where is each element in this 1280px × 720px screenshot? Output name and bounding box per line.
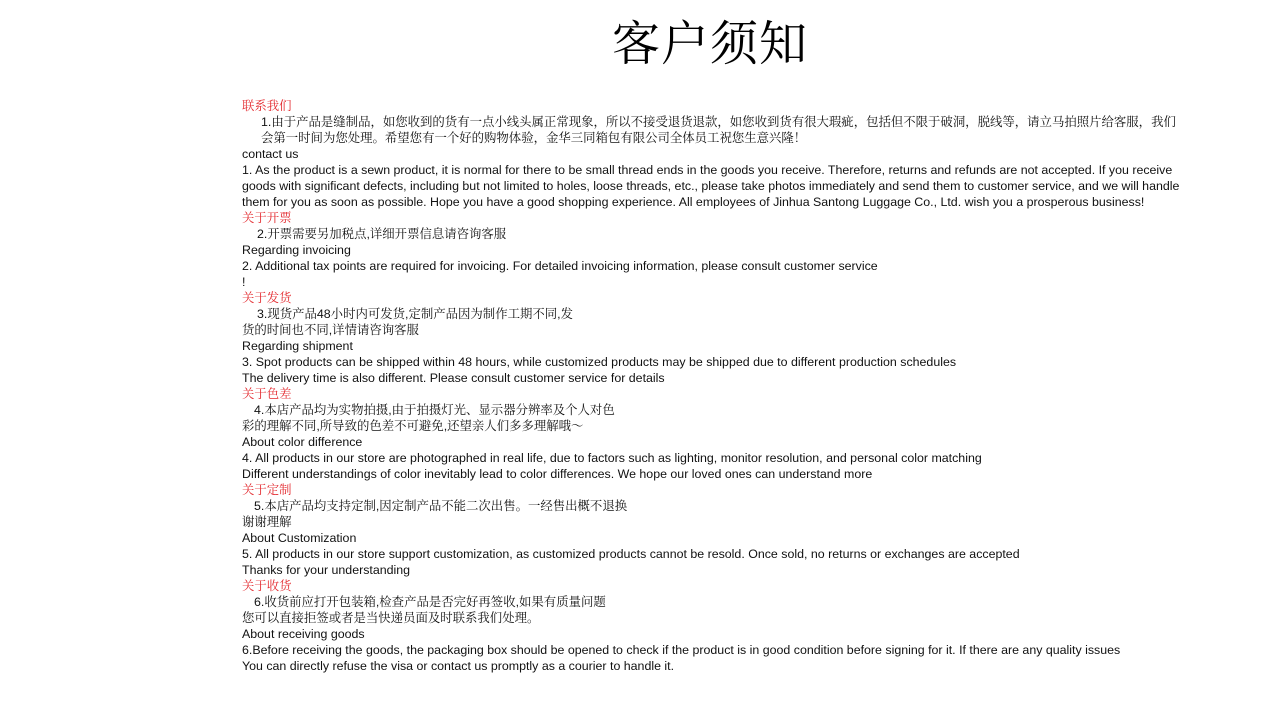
notice-line-cn: 货的时间也不同,详情请咨询客服 [242, 323, 419, 337]
section-heading-shipment: 关于发货 [242, 291, 292, 305]
notice-line-cn: 5.本店产品均支持定制,因定制产品不能二次出售。一经售出概不退换 [254, 499, 628, 513]
notice-line-en: ! [242, 275, 246, 289]
section-heading-customization: 关于定制 [242, 483, 292, 497]
notice-line-en: The delivery time is also different. Please consult customer service for details [242, 371, 665, 385]
notice-line-en-title: About color difference [242, 435, 363, 449]
notice-line-en: Thanks for your understanding [242, 563, 411, 577]
notice-line-en-title: Regarding invoicing [242, 243, 351, 257]
notice-line-en: 3. Spot products can be shipped within 48 hours, while customized products may be shipped due to different production schedules [242, 355, 957, 369]
notice-line-cn: 谢谢理解 [242, 515, 292, 529]
notice-line-en: 5. All products in our store support customization, as customized products cannot be resold. Once sold, no returns or exchanges are accepted [242, 547, 1020, 561]
notice-line-cn: 彩的理解不同,所导致的色差不可避免,还望亲人们多多理解哦～ [242, 419, 584, 433]
notice-line-en-title: About receiving goods [242, 627, 365, 641]
section-heading-receiving-goods: 关于收货 [242, 579, 292, 593]
notice-line-cn: 2.开票需要另加税点,详细开票信息请咨询客服 [257, 227, 507, 241]
notice-line-cn: 3.现货产品48小时内可发货,定制产品因为制作工期不同,发 [257, 307, 573, 321]
section-heading-contact-us: 联系我们 [242, 99, 292, 113]
notice-line-cn: 4.本店产品均为实物拍摄,由于拍摄灯光、显示器分辨率及个人对色 [254, 403, 615, 417]
notice-line-en-title: Regarding shipment [242, 339, 353, 353]
notice-line-en: Different understandings of color inevitably lead to color differences. We hope our loved ones can understand more [242, 467, 873, 481]
notice-line-cn: 您可以直接拒签或者是当快递员面及时联系我们处理。 [242, 611, 540, 625]
notice-line-cn: 6.收货前应打开包装箱,检查产品是否完好再签收,如果有质量问题 [254, 595, 606, 609]
notice-line-cn: 1.由于产品是缝制品，如您收到的货有一点小线头属正常现象，所以不接受退货退款，如您收到货有很大瑕疵，包括但不限于破洞，脱线等，请立马拍照片给客服，我们会第一时间为您处理。希望您有一个好的购物体验，金华三同箱包有限公司全体员工祝您生意兴隆！ [261, 115, 1176, 145]
notice-line-en-title: About Customization [242, 531, 357, 545]
section-heading-color-difference: 关于色差 [242, 387, 292, 401]
notice-line-en: 1. As the product is a sewn product, it is normal for there to be small thread ends in the goods you receive. Therefore, returns and refunds are not accepted. If you receive goods with significant defects, including but not limited to holes, loose threads, etc., please take photos immediately and send them to customer service, and we will handle them for you as soon as possible. Hope you have a good shopping experience. All employees of Jinhua Santong Luggage Co., Ltd. wish you a prosperous business! [242, 163, 1180, 209]
notice-line-en: You can directly refuse the visa or contact us promptly as a courier to handle it. [242, 659, 675, 673]
section-heading-invoicing: 关于开票 [242, 211, 292, 225]
notice-line-en: 2. Additional tax points are required for invoicing. For detailed invoicing information, please consult customer service [242, 259, 878, 273]
notice-line-en: 4. All products in our store are photographed in real life, due to factors such as lighting, monitor resolution, and personal color matching [242, 451, 982, 465]
notice-line-en-title: contact us [242, 147, 299, 161]
page-title: 客户须知 [611, 16, 808, 72]
customer-notice-body [242, 98, 1182, 674]
notice-line-en: 6.Before receiving the goods, the packaging box should be opened to check if the product is in good condition before signing for it. If there are any quality issues [242, 643, 1121, 657]
